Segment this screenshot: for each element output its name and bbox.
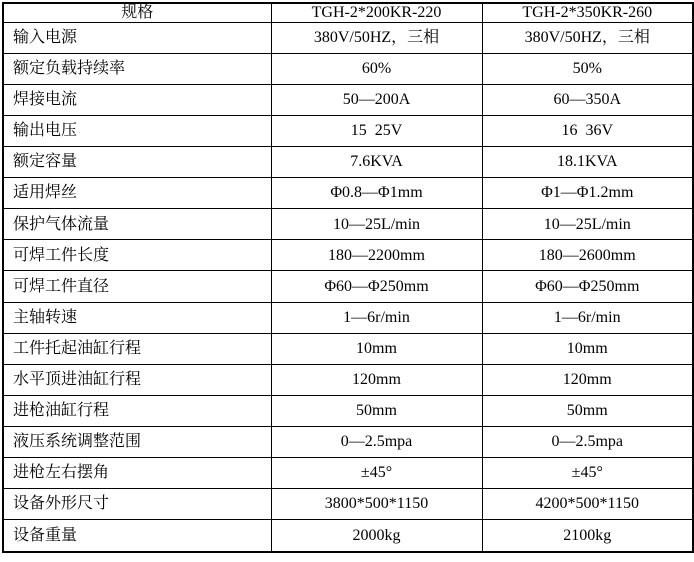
spec-row-label: 适用焊丝: [3, 178, 271, 209]
spec-row-label: 输出电压: [3, 115, 271, 146]
spec-value: 10mm: [482, 333, 693, 364]
table-row: [3, 271, 693, 302]
table-row: [3, 84, 693, 115]
table-row: [3, 302, 693, 333]
spec-value: 0—2.5mpa: [482, 427, 693, 458]
spec-row-label: 额定负载持续率: [3, 53, 271, 84]
spec-value: ±45°: [482, 458, 693, 489]
spec-value: 18.1KVA: [482, 147, 693, 178]
table-row: [3, 115, 693, 146]
table-row: [3, 22, 693, 53]
spec-value: 4200*500*1150: [482, 489, 693, 520]
spec-value: 7.6KVA: [271, 147, 482, 178]
table-row: [3, 147, 693, 178]
spec-value: 10—25L/min: [482, 209, 693, 240]
spec-row-label: 水平顶进油缸行程: [3, 364, 271, 395]
spec-value: 60%: [271, 53, 482, 84]
spec-row-label: 液压系统调整范围: [3, 427, 271, 458]
spec-value: 50mm: [482, 395, 693, 426]
header-spec-label: 规格: [3, 3, 271, 22]
spec-value: 10—25L/min: [271, 209, 482, 240]
spec-row-label: 输入电源: [3, 22, 271, 53]
spec-value: 180—2600mm: [482, 240, 693, 271]
spec-row-label: 额定容量: [3, 147, 271, 178]
table-row: [3, 364, 693, 395]
spec-value: 50mm: [271, 395, 482, 426]
spec-row-label: 设备外形尺寸: [3, 489, 271, 520]
spec-value: 15 25V: [271, 115, 482, 146]
spec-value: 0—2.5mpa: [271, 427, 482, 458]
header-row: [3, 3, 693, 22]
spec-value: 16 36V: [482, 115, 693, 146]
spec-value: 50%: [482, 53, 693, 84]
spec-value: 380V/50HZ，三相: [482, 22, 693, 53]
spec-value: 120mm: [271, 364, 482, 395]
spec-row-label: 可焊工件直径: [3, 271, 271, 302]
header-model-2: TGH-2*350KR-260: [482, 3, 693, 22]
spec-row-label: 进枪油缸行程: [3, 395, 271, 426]
header-model-1: TGH-2*200KR-220: [271, 3, 482, 22]
spec-value: 3800*500*1150: [271, 489, 482, 520]
spec-value: 120mm: [482, 364, 693, 395]
spec-row-label: 设备重量: [3, 520, 271, 552]
spec-row-label: 保护气体流量: [3, 209, 271, 240]
spec-value: ±45°: [271, 458, 482, 489]
spec-value: Φ1—Φ1.2mm: [482, 178, 693, 209]
table-row: [3, 209, 693, 240]
table-row: [3, 520, 693, 552]
spec-row-label: 主轴转速: [3, 302, 271, 333]
spec-value: 380V/50HZ，三相: [271, 22, 482, 53]
spec-value: Φ60—Φ250mm: [482, 271, 693, 302]
spec-value: 2000kg: [271, 520, 482, 552]
spec-value: Φ60—Φ250mm: [271, 271, 482, 302]
table-row: [3, 333, 693, 364]
spec-value: 1—6r/min: [271, 302, 482, 333]
spec-value: 180—2200mm: [271, 240, 482, 271]
table-row: [3, 240, 693, 271]
spec-value: 10mm: [271, 333, 482, 364]
table-row: [3, 489, 693, 520]
spec-value: 1—6r/min: [482, 302, 693, 333]
table-row: [3, 178, 693, 209]
spec-value: 60—350A: [482, 84, 693, 115]
spec-row-label: 焊接电流: [3, 84, 271, 115]
spec-table: [2, 2, 694, 553]
spec-value: Φ0.8—Φ1mm: [271, 178, 482, 209]
spec-row-label: 可焊工件长度: [3, 240, 271, 271]
spec-value: 2100kg: [482, 520, 693, 552]
spec-row-label: 进枪左右摆角: [3, 458, 271, 489]
table-row: [3, 427, 693, 458]
table-row: [3, 53, 693, 84]
spec-row-label: 工件托起油缸行程: [3, 333, 271, 364]
table-row: [3, 395, 693, 426]
table-row: [3, 458, 693, 489]
spec-value: 50—200A: [271, 84, 482, 115]
